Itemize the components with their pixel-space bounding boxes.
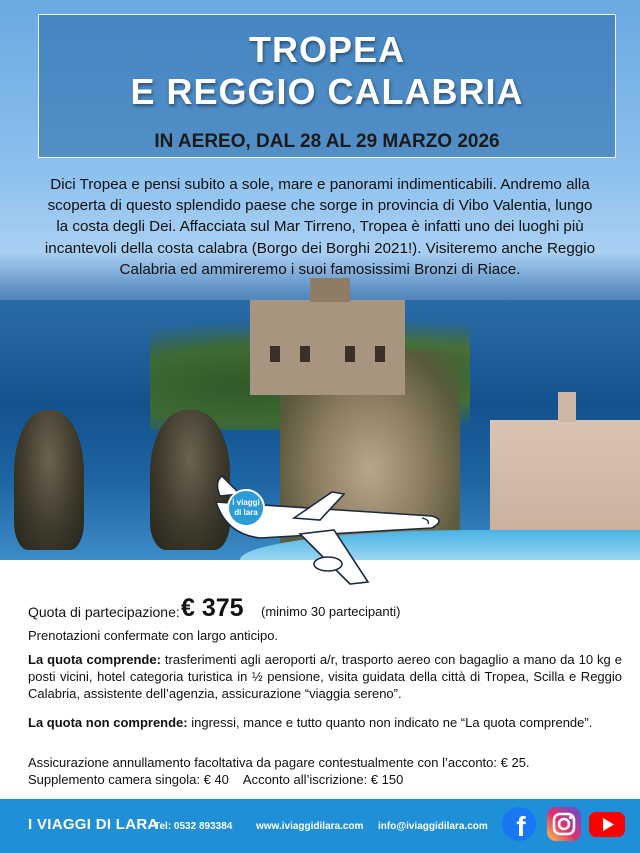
bookings-note: Prenotazioni confermate con largo anticipo. xyxy=(28,628,279,643)
website-link[interactable]: www.iviaggidilara.com xyxy=(256,821,364,832)
intro-line: Calabria ed ammireremo i suoi famosissimi Bronzi di Riace. xyxy=(119,260,521,278)
intro-line: incantevoli della costa calabra (Borgo dei Borghi 2021!). Visiteremo anche Reggio xyxy=(44,239,596,257)
travel-dates: IN AEREO, DAL 28 AL 29 MARZO 2026 xyxy=(154,131,500,152)
intro-text xyxy=(22,174,618,280)
insurance-note: Assicurazione annullamento facoltativa da pagare contestualmente con l’acconto: € 25. xyxy=(28,755,530,770)
email-link[interactable]: info@iviaggidilara.com xyxy=(378,821,488,832)
title-line-2: E REGGIO CALABRIA xyxy=(130,71,524,112)
svg-text:f: f xyxy=(516,811,526,842)
price-note: (minimo 30 partecipanti) xyxy=(261,604,401,619)
intro-line: Dici Tropea e pensi subito a sole, mare e panorami indimenticabili. Andremo alla xyxy=(50,176,590,193)
facebook-icon[interactable] xyxy=(500,805,538,843)
intro-line: la costa degli Dei. Affacciata sul Mar Tirreno, Tropea è infatti uno dei luoghi più xyxy=(56,218,584,236)
phone-number[interactable]: - Tel: 0532 893384 xyxy=(148,821,233,832)
instagram-icon[interactable] xyxy=(545,805,583,843)
title-line-1: TROPEA xyxy=(248,29,405,70)
excludes-heading: La quota non comprende: xyxy=(28,715,188,730)
excludes-section xyxy=(28,714,622,731)
includes-heading: La quota comprende: xyxy=(28,652,161,667)
airplane-illustration xyxy=(200,464,450,594)
title-box xyxy=(38,14,616,158)
includes-section xyxy=(28,651,622,703)
price-label: Quota di partecipazione: xyxy=(28,604,180,620)
single-room-supplement: Supplemento camera singola: € 40 xyxy=(28,772,229,787)
brand-name: I VIAGGI DI LARA xyxy=(28,816,159,833)
footer xyxy=(0,799,640,853)
intro-line: scoperta di questo splendido paese che sorge in provincia di Vibo Valentia, lungo xyxy=(47,197,593,215)
plane-logo-line-1: i viaggi xyxy=(232,498,260,507)
includes-text: trasferimenti agli aeroporti a/r, trasporto aereo con bagaglio a mano da 10 kg e posti vicini, hotel categoria turistica in ½ pensione, visita guidata della città di Tropea, Scilla e Reggio Calabria, assistente dell’agenzia, assicurazione “viaggia sereno”. xyxy=(28,652,622,702)
price-value: € 375 xyxy=(181,594,244,622)
bronze-statue-left xyxy=(14,410,84,550)
plane-logo-line-2: di lara xyxy=(234,508,258,517)
deposit-note: Acconto all’iscrizione: € 150 xyxy=(242,772,404,787)
price-row xyxy=(28,596,628,626)
excludes-text: ingressi, mance e tutto quanto non indicato ne “La quota comprende”. xyxy=(187,715,593,730)
supplement-row xyxy=(28,771,622,788)
sanctuary-building xyxy=(250,300,405,395)
youtube-icon[interactable] xyxy=(588,805,626,843)
